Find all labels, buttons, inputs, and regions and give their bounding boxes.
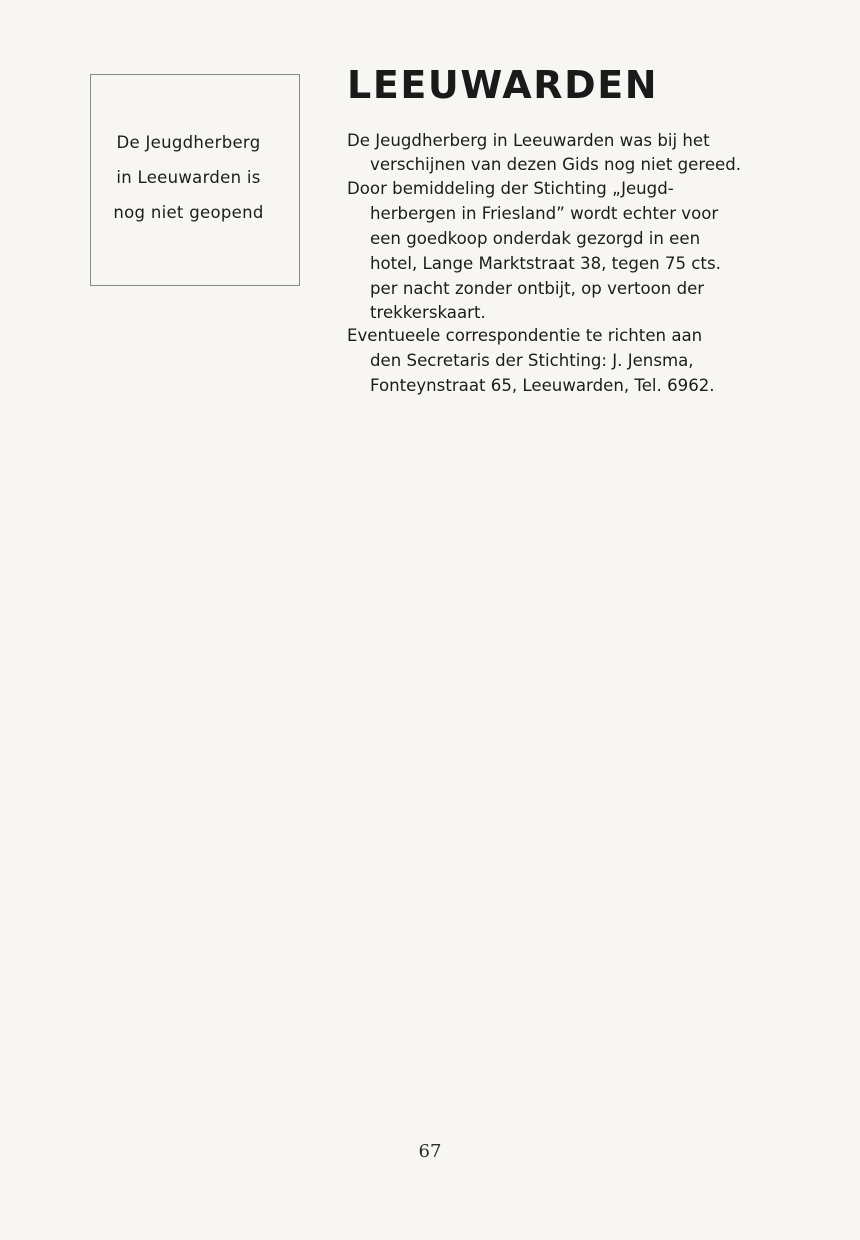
text-line: per nacht zonder ontbijt, op vertoon der (370, 279, 705, 298)
text-line: Fonteynstraat 65, Leeuwarden, Tel. 6962. (370, 376, 715, 395)
text-line: Door bemiddeling der Stichting „Jeugd- (347, 179, 674, 198)
text-line: hotel, Lange Marktstraat 38, tegen 75 cts. (370, 254, 721, 273)
notice-line: in Leeuwarden is (116, 168, 261, 187)
text-line: Eventueele correspondentie te richten aan (347, 326, 703, 345)
text-line: De Jeugdherberg in Leeuwarden was bij het (347, 131, 710, 150)
notice-line: De Jeugdherberg (116, 133, 261, 152)
notice-box (90, 74, 300, 286)
text-line: trekkerskaart. (370, 303, 486, 322)
notice-line: nog niet geopend (113, 203, 264, 222)
page-title: LEEUWARDEN (347, 63, 659, 107)
text-line: verschijnen van dezen Gids nog niet gereed. (370, 155, 742, 174)
text-line: den Secretaris der Stichting: J. Jensma, (370, 351, 694, 370)
page-number: 67 (418, 1141, 442, 1162)
text-line: herbergen in Friesland” wordt echter voor (370, 204, 719, 223)
text-line: een goedkoop onderdak gezorgd in een (370, 229, 701, 248)
